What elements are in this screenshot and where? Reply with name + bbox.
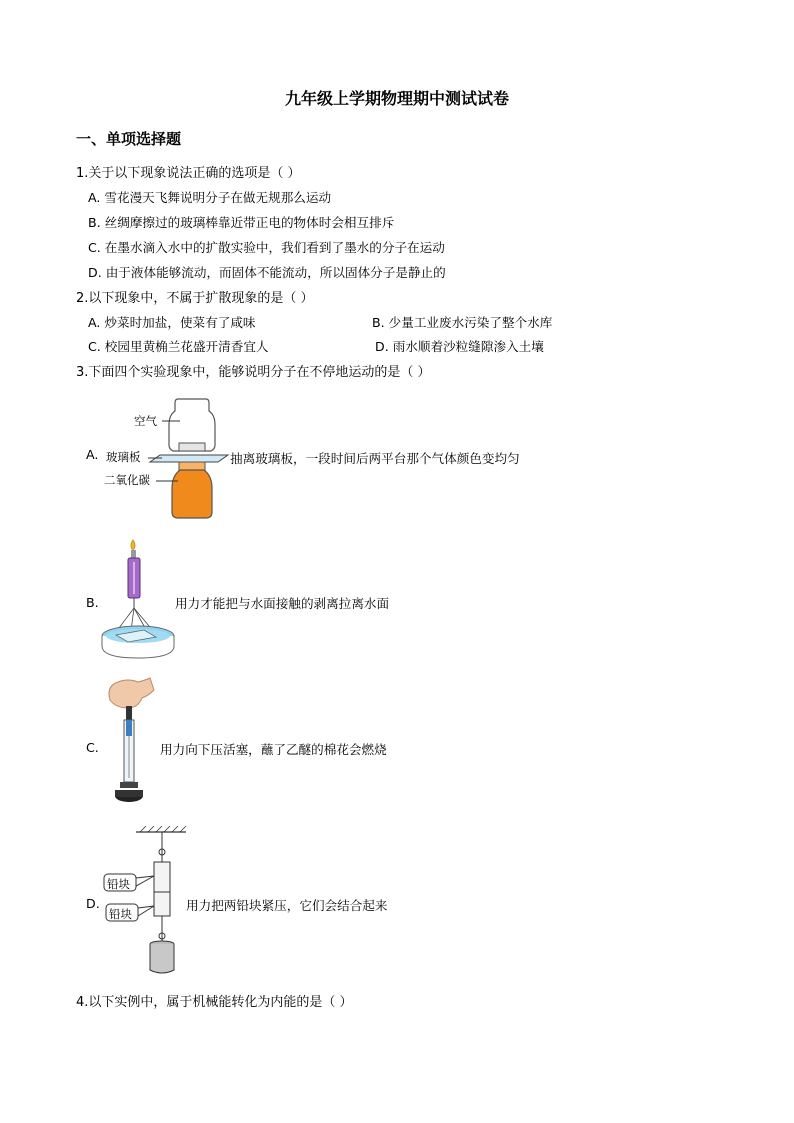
question-3-option-b-letter: B. <box>86 595 99 610</box>
question-3-option-a-text: 抽离玻璃板，一段时间后两平台那个气体颜色变均匀 <box>230 451 520 466</box>
question-1-option-c: C. 在墨水滴入水中的扩散实验中，我们看到了墨水的分子在运动 <box>88 240 445 255</box>
question-3-option-c-letter: C. <box>86 740 99 755</box>
question-3-stem: 3.下面四个实验现象中，能够说明分子在不停地运动的是（ ） <box>76 365 431 380</box>
air-label: 空气 <box>134 414 157 428</box>
question-3-option-d-text: 用力把两铅块紧压，它们会结合起来 <box>186 898 388 913</box>
spring-scale-figure <box>100 538 180 664</box>
question-2-option-d: D. 雨水顺着沙粒缝隙渗入土壤 <box>375 339 544 354</box>
question-4-stem: 4.以下实例中，属于机械能转化为内能的是（ ） <box>76 995 353 1010</box>
question-3-option-d-letter: D. <box>86 896 100 911</box>
lead-blocks-figure <box>100 826 190 976</box>
question-2-option-b: B. 少量工业废水污染了整个水库 <box>372 315 553 330</box>
section-heading: 一、单项选择题 <box>76 130 182 148</box>
co2-label: 二氧化碳 <box>104 473 150 487</box>
question-1-option-a: A. 雪花漫天飞舞说明分子在做无规那么运动 <box>88 190 332 205</box>
question-3-option-c-text: 用力向下压活塞，蘸了乙醚的棉花会燃烧 <box>160 742 387 757</box>
question-2-stem: 2.以下现象中，不属于扩散现象的是（ ） <box>76 291 314 306</box>
page-title: 九年级上学期物理期中测试试卷 <box>284 89 509 108</box>
question-2-option-a: A. 炒菜时加盐，使菜有了咸味 <box>88 315 256 330</box>
piston-figure <box>100 678 160 812</box>
question-3-option-a-letter: A. <box>86 447 99 462</box>
lead-block-label-lower: 铅块 <box>109 907 132 921</box>
question-2-option-c: C. 校园里黄桷兰花盛开清香宜人 <box>88 339 269 354</box>
question-3-option-b-text: 用力才能把与水面接触的剥离拉离水面 <box>175 596 390 611</box>
question-1-stem: 1.关于以下现象说法正确的选项是（ ） <box>76 166 301 181</box>
question-1-option-b: B. 丝绸摩擦过的玻璃棒靠近带正电的物体时会相互排斥 <box>88 215 395 230</box>
lead-block-label-upper: 铅块 <box>107 877 130 891</box>
glass-plate-label: 玻璃板 <box>106 450 141 464</box>
question-1-option-d: D. 由于液体能够流动，而固体不能流动，所以固体分子是静止的 <box>88 265 446 280</box>
